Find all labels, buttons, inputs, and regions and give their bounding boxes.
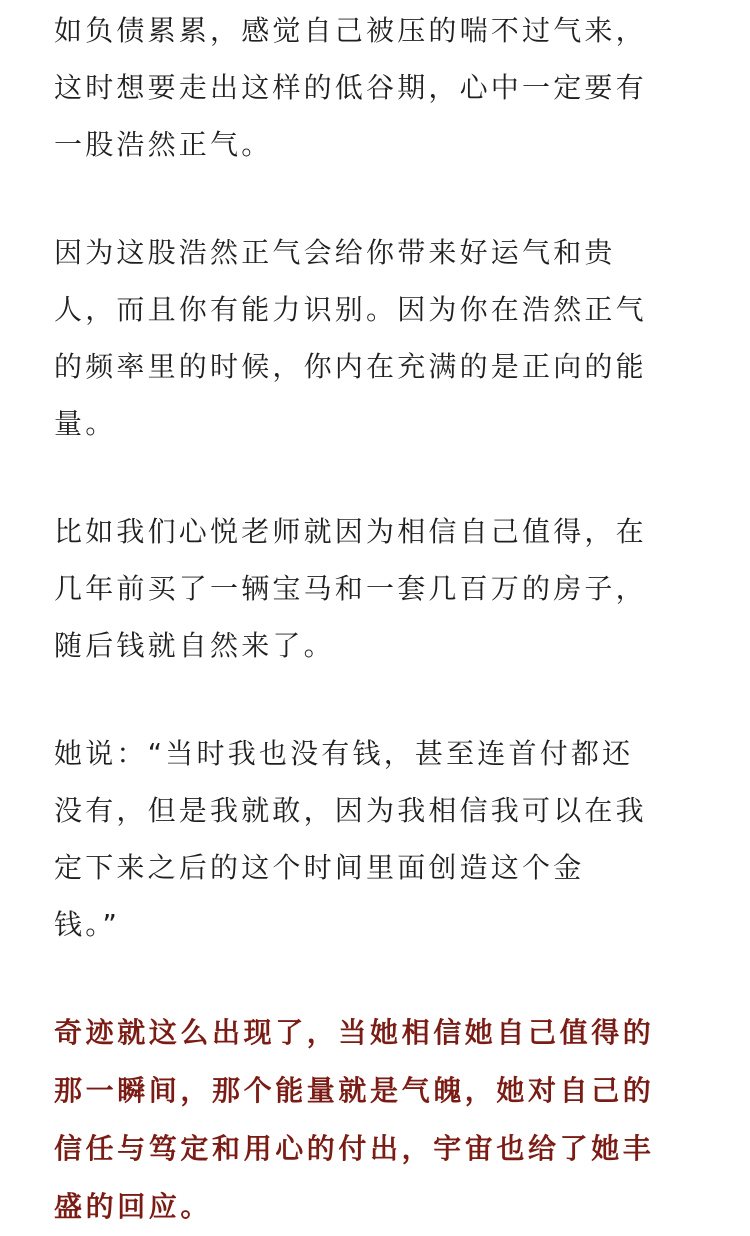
paragraph-teacher-example	[54, 503, 704, 674]
text-line: 她说：“当时我也没有钱，甚至连首付都还	[54, 737, 634, 770]
text-line: 人，而且你有能力识别。因为你在浩然正气	[54, 293, 647, 326]
text-line: 这时想要走出这样的低谷期，心中一定要有	[54, 71, 647, 104]
text-line: 几年前买了一辆宝马和一套几百万的房子，	[54, 572, 647, 605]
emphasis-line: 盛的回应。	[54, 1190, 213, 1223]
article-body	[54, 2, 704, 1236]
text-line: 钱。”	[54, 908, 121, 941]
paragraph-righteous-energy	[54, 224, 704, 452]
text-line: 的频率里的时候，你内在充满的是正向的能	[54, 350, 647, 383]
text-line: 一股浩然正气。	[54, 128, 273, 161]
text-line: 因为这股浩然正气会给你带来好运气和贵	[54, 236, 616, 269]
text-line: 随后钱就自然来了。	[54, 629, 335, 662]
emphasis-line: 信任与笃定和用心的付出，宇宙也给了她丰	[54, 1132, 655, 1165]
paragraph-debt	[54, 2, 704, 173]
paragraph-emphasis	[54, 1004, 704, 1236]
emphasis-line: 那一瞬间，那个能量就是气魄，她对自己的	[54, 1074, 655, 1107]
paragraph-quote	[54, 725, 704, 953]
text-line: 比如我们心悦老师就因为相信自己值得，在	[54, 515, 647, 548]
emphasis-line: 奇迹就这么出现了，当她相信她自己值得的	[54, 1016, 655, 1049]
text-line: 定下来之后的这个时间里面创造这个金	[54, 851, 585, 884]
text-line: 量。	[54, 407, 117, 440]
text-line: 如负债累累，感觉自己被压的喘不过气来，	[54, 14, 647, 47]
text-line: 没有，但是我就敢，因为我相信我可以在我	[54, 794, 647, 827]
